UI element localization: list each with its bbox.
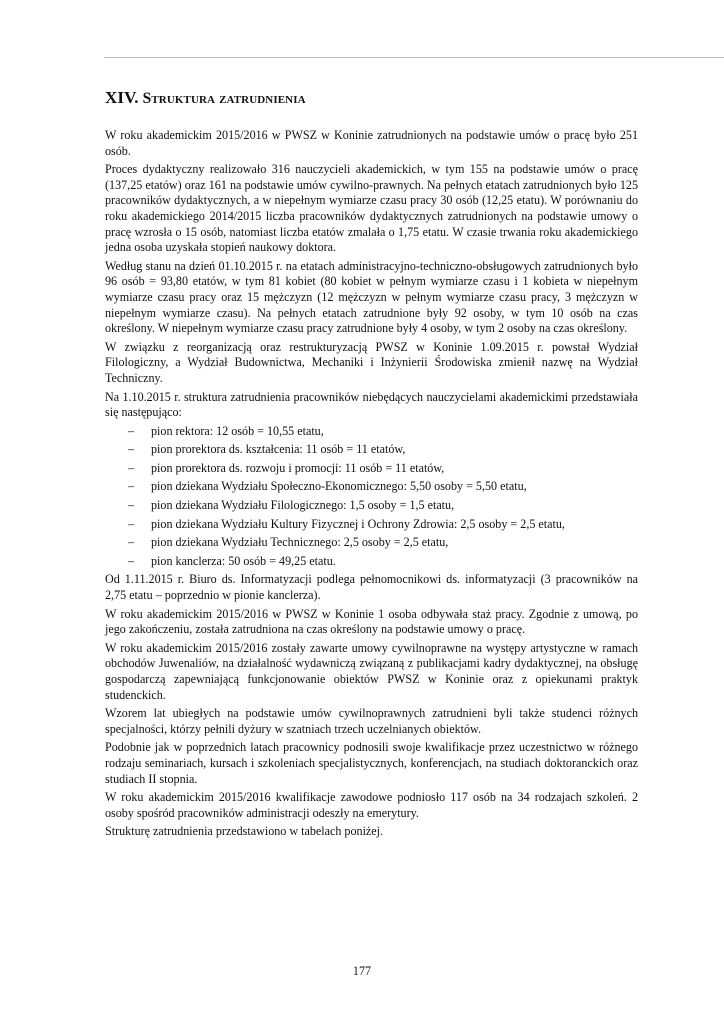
list-item — [105, 498, 638, 514]
page-content — [105, 88, 638, 843]
dash-marker: – — [128, 516, 135, 531]
dash-marker: – — [128, 553, 135, 568]
body-after-list — [105, 572, 638, 840]
dash-marker: – — [128, 535, 135, 550]
section-title: Struktura zatrudnienia — [142, 90, 306, 107]
paragraph: W roku akademickim 2015/2016 w PWSZ w Koninie zatrudnionych na podstawie umów o pracę było 251 osób. — [105, 128, 638, 158]
page-number: 177 — [352, 964, 372, 978]
paragraph: Strukturę zatrudnienia przedstawiono w tabelach poniżej. — [105, 824, 384, 839]
list-item — [105, 535, 638, 551]
list-item — [105, 442, 638, 458]
list-item-text: pion dziekana Wydziału Społeczno-Ekonomicznego: 5,50 osoby = 5,50 etatu, — [151, 479, 527, 494]
paragraph: Według stanu na dzień 01.10.2015 r. na etatach administracyjno-techniczno-obsługowych zatrudnionych było 96 osób = 93,80 etatów, w tym 81 kobiet (80 kobiet w pełnym wymiarze czasu i 1 kobieta w niepełnym wymiarze czasu pracy oraz 15 mężczyzn (12 mężczyzn w pełnym wymiarze czasu pracy, 3 mężczyzn w niepełnym wymiarze czasu). Na pełnych etatach zatrudnione były 92 osoby, w tym 10 osób na czas określony. W niepełnym wymiarze czasu pracy zatrudnione były 4 osoby, w tym 2 osoby na czas określony. — [105, 258, 638, 336]
paragraph: W związku z reorganizacją oraz restrukturyzacją PWSZ w Koninie 1.09.2015 r. powstał Wydział Filologiczny, a Wydział Budownictwa, Mechaniki i Inżynierii Środowiska zmienił nazwę na Wydział Techniczny. — [105, 339, 638, 385]
paragraph: Wzorem lat ubiegłych na podstawie umów cywilnoprawnych zatrudnieni byli także studenci różnych specjalności, którzy pełnili dyżury w szatniach trzech uczelnianych obiektów. — [105, 706, 638, 736]
dash-marker: – — [128, 442, 135, 457]
section-number: XIV. — [105, 88, 139, 107]
dash-marker: – — [128, 479, 135, 494]
paragraph: Podobnie jak w poprzednich latach pracownicy podnosili swoje kwalifikacje przez uczestnictwo w różnego rodzaju seminariach, kursach i szkoleniach specjalistycznych, konferencjach, na studiach doktoranckich oraz studiach II stopnia. — [105, 740, 638, 786]
header-rule — [104, 57, 724, 58]
list-item — [105, 479, 638, 495]
paragraph: Proces dydaktyczny realizowało 316 nauczycieli akademickich, w tym 155 na podstawie umów o pracę (137,25 etatów) oraz 161 na podstawie umów cywilno-prawnych. Na pełnych etatach zatrudnionych było 125 pracowników dydaktycznych, a w niepełnym wymiarze czasu pracy 30 osób (12,25 etatu). W porównaniu do roku akademickiego 2014/2015 liczba pracowników dydaktycznych zatrudnionych na podstawie umowy o pracę wzrosła o 15 osób, natomiast liczba etatów zmalała o 1,75 etatu. W czasie trwania roku akademickiego jedna osoba uzyskała stopień naukowy doktora. — [105, 162, 638, 255]
list-item-text: pion dziekana Wydziału Technicznego: 2,5 osoby = 2,5 etatu, — [151, 535, 449, 550]
list-item — [105, 517, 638, 533]
list-item-text: pion prorektora ds. rozwoju i promocji: 11 osób = 11 etatów, — [151, 460, 445, 475]
list-item-text: pion rektora: 12 osób = 10,55 etatu, — [151, 423, 324, 438]
paragraph: W roku akademickim 2015/2016 kwalifikacje zawodowe podniosło 117 osób na 34 rodzajach szkoleń. 2 osoby spośród pracowników administracji odeszły na emerytury. — [105, 790, 638, 820]
paragraph: W roku akademickim 2015/2016 zostały zawarte umowy cywilnoprawne na występy artystyczne w ramach obchodów Juwenaliów, na działalność wydawniczą związaną z publikacjami kadry dydaktycznej, na obsługę gospodarczą zapewniającą funkcjonowanie obiektów PWSZ w Koninie oraz z opiekunami praktyk studenckich. — [105, 640, 638, 702]
list-item-text: pion dziekana Wydziału Kultury Fizycznej i Ochrony Zdrowia: 2,5 osoby = 2,5 etatu, — [151, 516, 565, 531]
employment-structure-list — [105, 424, 638, 570]
dash-marker: – — [128, 498, 135, 513]
list-item-text: pion kanclerza: 50 osób = 49,25 etatu. — [151, 553, 336, 568]
dash-marker: – — [128, 423, 135, 438]
list-item-text: pion dziekana Wydziału Filologicznego: 1,5 osoby = 1,5 etatu, — [151, 498, 455, 513]
section-heading — [105, 88, 638, 108]
list-item — [105, 554, 638, 570]
list-item-text: pion prorektora ds. kształcenia: 11 osób = 11 etatów, — [151, 442, 406, 457]
paragraph: Na 1.10.2015 r. struktura zatrudnienia pracowników niebędących nauczycielami akademickimi przedstawiała się następująco: — [105, 389, 638, 420]
paragraph: W roku akademickim 2015/2016 w PWSZ w Koninie 1 osoba odbywała staż pracy. Zgodnie z umową, po jego zakończeniu, została zatrudniona na czas określony na podstawie umowy o pracę. — [105, 606, 638, 637]
dash-marker: – — [128, 460, 135, 475]
paragraph: Od 1.11.2015 r. Biuro ds. Informatyzacji podlega pełnomocnikowi ds. informatyzacji (3 pracowników na 2,75 etatu – poprzednio w pionie kanclerza). — [105, 572, 638, 603]
body-before-list — [105, 128, 638, 421]
list-item — [105, 461, 638, 477]
list-item — [105, 424, 638, 440]
